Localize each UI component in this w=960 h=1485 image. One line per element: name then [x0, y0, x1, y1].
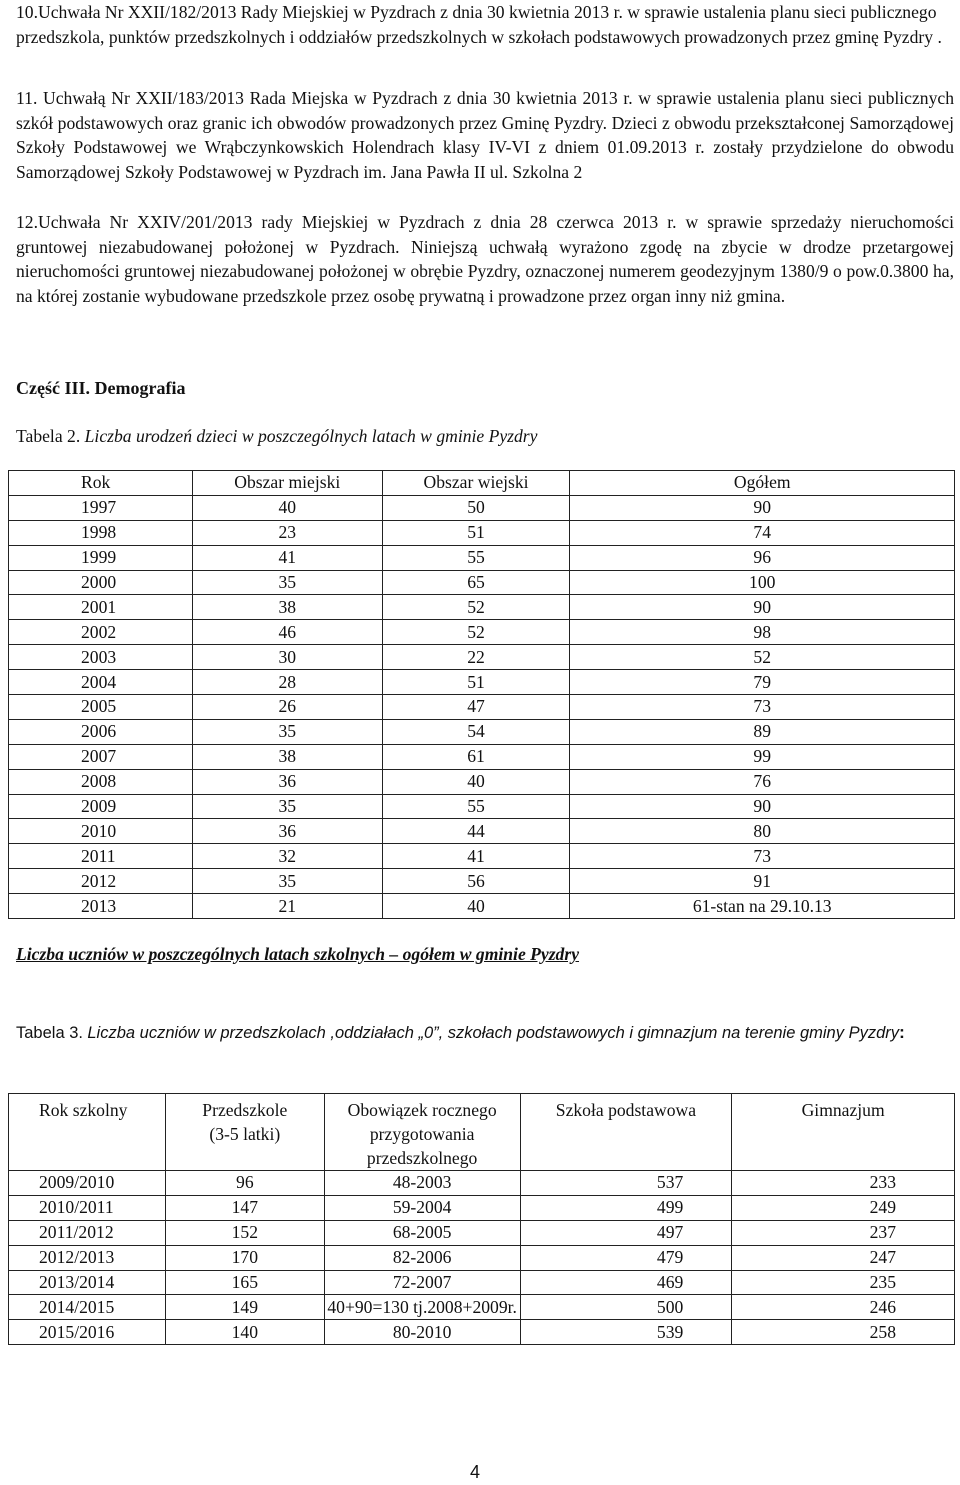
enrollment-cell: 48-2003 — [324, 1171, 520, 1196]
table-row — [9, 1195, 955, 1220]
table-row — [9, 869, 955, 894]
enrollment-header-line: przygotowania — [369, 1124, 475, 1144]
enrollment-header-line: przedszkolnego — [366, 1148, 478, 1168]
births-cell: 21 — [192, 894, 382, 919]
enrollment-cell: 2014/2015 — [9, 1295, 166, 1320]
table3-caption-label: Tabela 3. — [16, 1024, 83, 1042]
births-cell: 23 — [192, 520, 382, 545]
births-cell: 99 — [570, 744, 955, 769]
births-cell: 2012 — [9, 869, 193, 894]
table-row — [9, 769, 955, 794]
enrollment-cell: 537 — [520, 1171, 732, 1196]
enrollment-header-line: Przedszkole — [202, 1100, 288, 1120]
table-row — [9, 1245, 955, 1270]
paragraph-resolution-12: 12.Uchwała Nr XXIV/201/2013 rady Miejskiej w Pyzdrach z dnia 28 czerwca 2013 r. w sprawie sprzedaży nieruchomości gruntowej niezabudowanej położonej w Pyzdrach. Niniejszą uchwałą wyrażono zgodę na zbycie w drodze przetargowej nieruchomości gruntowej niezabudowanej położonej w obrębie Pyzdry, oznaczonej numerem geodezyjnym 1380/9 o pow.0.3800 ha, na której zostanie wybudowane przedszkole przez osobę prywatną i prowadzone przez organ inny niż gmina. — [16, 212, 954, 306]
births-cell: 41 — [382, 844, 570, 869]
births-cell: 2004 — [9, 670, 193, 695]
births-cell: 50 — [382, 495, 570, 520]
enrollment-cell: 499 — [520, 1195, 732, 1220]
births-cell: 2007 — [9, 744, 193, 769]
enrollment-cell: 469 — [520, 1270, 732, 1295]
births-cell: 61 — [382, 744, 570, 769]
births-cell: 36 — [192, 819, 382, 844]
enrollment-cell: 2010/2011 — [9, 1195, 166, 1220]
births-header-cell: Rok — [9, 471, 193, 496]
table-row — [9, 645, 955, 670]
births-cell: 38 — [192, 744, 382, 769]
births-cell: 38 — [192, 595, 382, 620]
enrollment-header-cell — [732, 1094, 955, 1171]
births-cell: 76 — [570, 769, 955, 794]
births-cell: 22 — [382, 645, 570, 670]
births-cell: 2008 — [9, 769, 193, 794]
table-row — [9, 1220, 955, 1245]
enrollment-cell: 80-2010 — [324, 1320, 520, 1345]
table-row — [9, 1171, 955, 1196]
births-cell: 100 — [570, 570, 955, 595]
births-cell: 32 — [192, 844, 382, 869]
births-cell: 96 — [570, 545, 955, 570]
enrollment-heading: Liczba uczniów w poszczególnych latach szkolnych – ogółem w gminie Pyzdry — [16, 944, 580, 964]
table3-caption-colon: : — [899, 1022, 905, 1042]
enrollment-cell: 235 — [732, 1270, 955, 1295]
table-row — [9, 570, 955, 595]
table-row — [9, 670, 955, 695]
births-cell: 2006 — [9, 719, 193, 744]
enrollment-cell: 539 — [520, 1320, 732, 1345]
enrollment-cell: 2012/2013 — [9, 1245, 166, 1270]
enrollment-header-cell — [324, 1094, 520, 1171]
births-table — [8, 470, 955, 919]
births-cell: 2000 — [9, 570, 193, 595]
enrollment-cell: 249 — [732, 1195, 955, 1220]
enrollment-cell: 68-2005 — [324, 1220, 520, 1245]
births-cell: 41 — [192, 545, 382, 570]
births-cell: 2005 — [9, 695, 193, 720]
births-cell: 44 — [382, 819, 570, 844]
births-cell: 35 — [192, 719, 382, 744]
enrollment-cell: 497 — [520, 1220, 732, 1245]
enrollment-cell: 165 — [165, 1270, 324, 1295]
births-cell: 35 — [192, 869, 382, 894]
enrollment-header-line: Rok szkolny — [39, 1100, 128, 1120]
section-title-demography: Część III. Demografia — [16, 378, 186, 398]
births-header-cell: Ogółem — [570, 471, 955, 496]
table-row — [9, 595, 955, 620]
paragraph-resolution-10: 10.Uchwała Nr XXII/182/2013 Rady Miejskiej w Pyzdrach z dnia 30 kwietnia 2013 r. w sprawie ustalenia planu sieci publicznego przedszkola, punktów przedszkolnych i oddziałów przedszkolnych w szkołach podstawowych prowadzonych przez gminę Pyzdry . — [16, 2, 942, 47]
births-cell: 35 — [192, 794, 382, 819]
enrollment-cell: 147 — [165, 1195, 324, 1220]
births-cell: 46 — [192, 620, 382, 645]
table3-caption — [16, 1020, 916, 1046]
births-cell: 52 — [570, 645, 955, 670]
enrollment-header-line: Szkoła podstawowa — [555, 1100, 697, 1120]
enrollment-header-line: (3-5 latki) — [209, 1124, 281, 1144]
enrollment-header-line: Gimnazjum — [801, 1100, 885, 1120]
births-cell: 54 — [382, 719, 570, 744]
births-header-cell: Obszar miejski — [192, 471, 382, 496]
births-cell: 98 — [570, 620, 955, 645]
births-cell: 2011 — [9, 844, 193, 869]
enrollment-cell: 237 — [732, 1220, 955, 1245]
births-cell: 80 — [570, 819, 955, 844]
enrollment-cell: 258 — [732, 1320, 955, 1345]
table-row — [9, 844, 955, 869]
paragraph-resolution-11: 11. Uchwałą Nr XXII/183/2013 Rada Miejska w Pyzdrach z dnia 30 kwietnia 2013 r. w sprawie ustalenia planu sieci publicznych szkół podstawowych oraz granic ich obwodów prowadzonych przez Gminę Pyzdry. Dzieci z obwodu przekształconej Samorządowej Szkoły Podstawowej we Wrąbczynkowskich Holendrach klasy IV-VI z dniem 01.09.2013 r. zostały przydzielone do obwodu Samorządowej Szkoły Podstawowej w Pyzdrach im. Jana Pawła II ul. Szkolna 2 — [16, 88, 954, 182]
table-row — [9, 819, 955, 844]
births-cell: 1999 — [9, 545, 193, 570]
enrollment-cell: 2009/2010 — [9, 1171, 166, 1196]
births-cell: 90 — [570, 794, 955, 819]
table-row — [9, 520, 955, 545]
enrollment-table — [8, 1093, 955, 1345]
enrollment-cell: 149 — [165, 1295, 324, 1320]
enrollment-cell: 2015/2016 — [9, 1320, 166, 1345]
births-cell: 55 — [382, 545, 570, 570]
births-cell: 1997 — [9, 495, 193, 520]
births-cell: 61-stan na 29.10.13 — [570, 894, 955, 919]
enrollment-cell: 96 — [165, 1171, 324, 1196]
births-cell: 47 — [382, 695, 570, 720]
table-row — [9, 545, 955, 570]
enrollment-cell: 59-2004 — [324, 1195, 520, 1220]
enrollment-cell: 247 — [732, 1245, 955, 1270]
table-row — [9, 620, 955, 645]
births-cell: 51 — [382, 520, 570, 545]
births-cell: 73 — [570, 844, 955, 869]
enrollment-cell: 140 — [165, 1320, 324, 1345]
enrollment-cell: 72-2007 — [324, 1270, 520, 1295]
table2-caption-label: Tabela 2. — [16, 426, 81, 446]
table-row — [9, 894, 955, 919]
table-row — [9, 695, 955, 720]
table-row — [9, 1295, 955, 1320]
enrollment-cell: 40+90=130 tj.2008+2009r. — [324, 1295, 520, 1320]
births-cell: 56 — [382, 869, 570, 894]
births-cell: 40 — [382, 769, 570, 794]
enrollment-cell: 2011/2012 — [9, 1220, 166, 1245]
births-cell: 91 — [570, 869, 955, 894]
births-cell: 2010 — [9, 819, 193, 844]
births-cell: 52 — [382, 620, 570, 645]
enrollment-header-cell — [520, 1094, 732, 1171]
table2-caption — [16, 424, 537, 449]
births-table-header-row — [9, 471, 955, 496]
births-cell: 2001 — [9, 595, 193, 620]
births-cell: 65 — [382, 570, 570, 595]
enrollment-header-cell — [9, 1094, 166, 1171]
page-number: 4 — [470, 1462, 481, 1482]
table-row — [9, 719, 955, 744]
births-cell: 2003 — [9, 645, 193, 670]
enrollment-cell: 170 — [165, 1245, 324, 1270]
births-cell: 52 — [382, 595, 570, 620]
births-cell: 73 — [570, 695, 955, 720]
births-cell: 30 — [192, 645, 382, 670]
births-cell: 79 — [570, 670, 955, 695]
births-cell: 2009 — [9, 794, 193, 819]
enrollment-cell: 82-2006 — [324, 1245, 520, 1270]
births-cell: 36 — [192, 769, 382, 794]
enrollment-header-cell — [165, 1094, 324, 1171]
table-row — [9, 1270, 955, 1295]
table2-caption-text: Liczba urodzeń dzieci w poszczególnych latach w gminie Pyzdry — [84, 426, 538, 446]
table3-caption-text: Liczba uczniów w przedszkolach ,oddziałach „0”, szkołach podstawowych i gimnazjum na terenie gminy Pyzdry — [87, 1024, 899, 1042]
enrollment-cell: 152 — [165, 1220, 324, 1245]
births-header-cell: Obszar wiejski — [382, 471, 570, 496]
births-cell: 90 — [570, 595, 955, 620]
births-cell: 89 — [570, 719, 955, 744]
births-cell: 26 — [192, 695, 382, 720]
enrollment-cell: 479 — [520, 1245, 732, 1270]
births-cell: 74 — [570, 520, 955, 545]
births-cell: 2013 — [9, 894, 193, 919]
table-row — [9, 744, 955, 769]
births-cell: 40 — [192, 495, 382, 520]
enrollment-cell: 246 — [732, 1295, 955, 1320]
enrollment-cell: 2013/2014 — [9, 1270, 166, 1295]
enrollment-header-line: Obowiązek rocznego — [347, 1100, 497, 1120]
births-cell: 40 — [382, 894, 570, 919]
births-cell: 1998 — [9, 520, 193, 545]
table-row — [9, 495, 955, 520]
enrollment-cell: 500 — [520, 1295, 732, 1320]
table-row — [9, 794, 955, 819]
births-cell: 28 — [192, 670, 382, 695]
enrollment-table-header-row — [9, 1094, 955, 1171]
births-cell: 35 — [192, 570, 382, 595]
table-row — [9, 1320, 955, 1345]
births-cell: 51 — [382, 670, 570, 695]
enrollment-cell: 233 — [732, 1171, 955, 1196]
births-cell: 2002 — [9, 620, 193, 645]
births-cell: 90 — [570, 495, 955, 520]
births-cell: 55 — [382, 794, 570, 819]
